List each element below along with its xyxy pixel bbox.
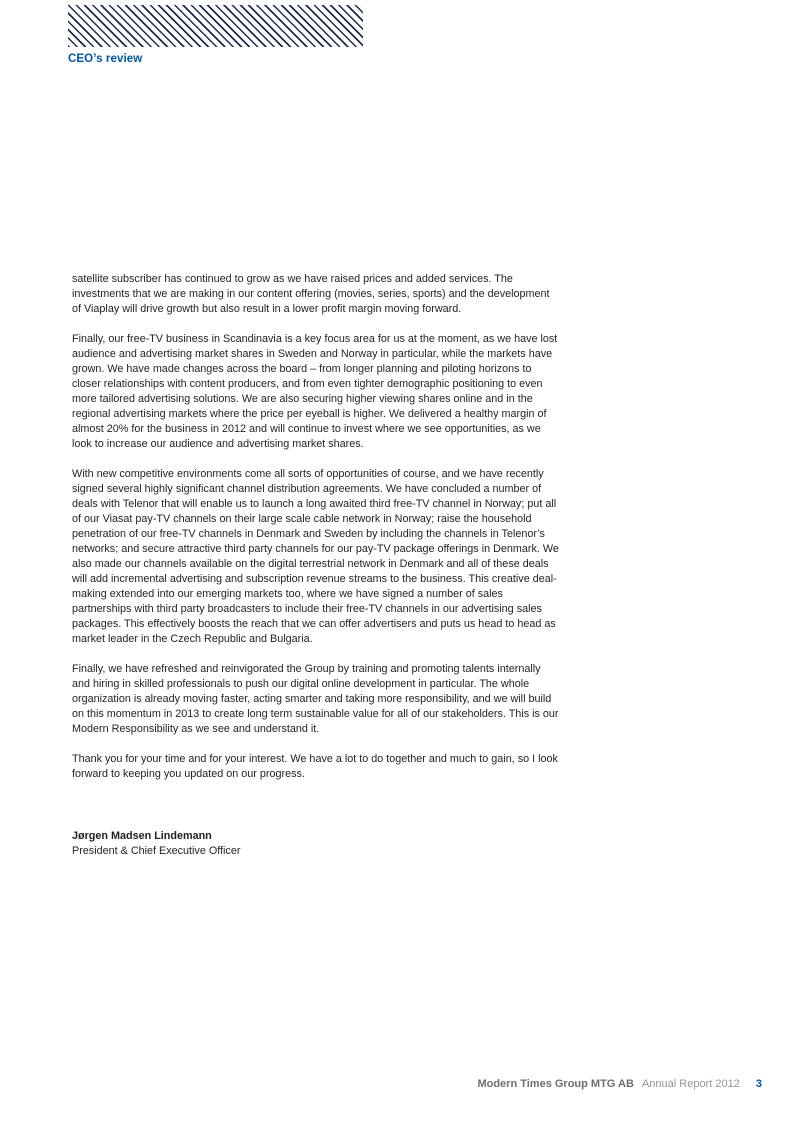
signature-title: President & Chief Executive Officer — [72, 845, 241, 857]
body-text-block — [72, 272, 560, 859]
section-heading: CEO’s review — [68, 53, 143, 65]
footer-company-name: Modern Times Group MTG AB — [477, 1078, 634, 1090]
signature-name: Jørgen Madsen Lindemann — [72, 830, 212, 842]
body-paragraph: satellite subscriber has continued to grow as we have raised prices and added services. The investments that we are making in our content offering (movies, series, sports) and the development of Viaplay will drive growth but also result in a lower profit margin moving forward. — [72, 273, 550, 315]
body-paragraph: Finally, we have refreshed and reinvigorated the Group by training and promoting talents internally and hiring in skilled professionals to push our digital online development in particular. The whole organization is already moving faster, acting smarter and taking more responsibility, and we will build on this momentum in 2013 to create long term sustainable value for all of our stakeholders. This is our Modern Responsibility as we see and understand it. — [72, 663, 559, 735]
body-paragraph: Thank you for your time and for your interest. We have a lot to do together and much to gain, so I look forward to keeping you updated on our progress. — [72, 753, 558, 780]
page-footer — [477, 1078, 762, 1090]
footer-page-number: 3 — [755, 1078, 762, 1090]
body-paragraph: Finally, our free-TV business in Scandinavia is a key focus area for us at the moment, as we have lost audience and advertising market shares in Sweden and Norway in particular, while the markets have grown. We have made changes across the board – from longer planning and piloting horizons to closer relationships with content producers, and from even tighter demographic positioning to even more tailored advertising solutions. We are also securing higher viewing shares online and in the regional advertising markets where the price per eyeball is higher. We delivered a healthy margin of almost 20% for the business in 2012 and will continue to invest where we see opportunities, as we look to increase our audience and advertising market shares. — [72, 333, 558, 450]
decorative-hatch-banner — [68, 5, 363, 47]
body-paragraph: With new competitive environments come all sorts of opportunities of course, and we have recently signed several highly significant channel distribution agreements. We have concluded a number of deals with Telenor that will enable us to launch a long awaited third free-TV channel in Norway; put all of our Viasat pay-TV channels on their large scale cable network in Norway; raise the household penetration of our free-TV channels in Denmark and Sweden by including the channels in Telenor’s networks; and secure attractive third party channels for our pay-TV package offerings in Denmark. We also made our channels available on the digital terrestrial network in Denmark and all of these deals will add incremental advertising and subscription revenue streams to the business. This creative deal-making extended into our emerging markets too, where we have signed a number of sales partnerships with third party broadcasters to include their free-TV channels in our advertising sales packages. This effectively boosts the reach that we can offer advertisers and puts us head to head as market leader in the Czech Republic and Bulgaria. — [72, 468, 559, 645]
footer-report-title: Annual Report 2012 — [641, 1078, 740, 1090]
signature-block — [72, 829, 560, 859]
